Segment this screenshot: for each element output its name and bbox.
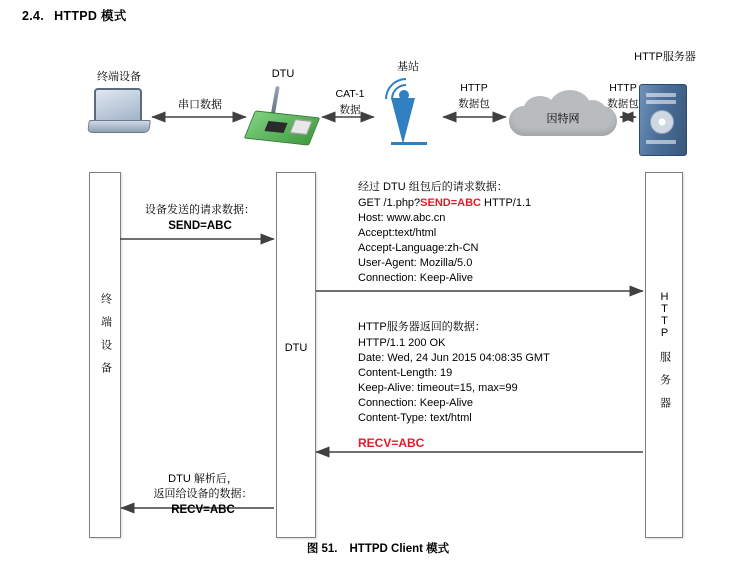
response-to-device-payload: RECV=ABC: [171, 504, 235, 516]
figure-title: HTTPD Client 模式: [349, 543, 450, 555]
response-header-content-length: Content-Length: 19: [358, 367, 453, 379]
lifeline-dtu: [276, 172, 316, 538]
response-header-content-type: Content-Type: text/html: [358, 412, 472, 424]
request-header-accept-language: Accept-Language:zh-CN: [358, 242, 479, 254]
request-from-device-payload: SEND=ABC: [168, 220, 232, 232]
tower-base-icon: [391, 142, 427, 145]
tower-mast-icon: [391, 98, 415, 144]
request-header-accept: Accept:text/html: [358, 227, 437, 239]
page-heading: [22, 6, 127, 24]
dtu-device-icon: [248, 100, 318, 144]
figure-number: 图 51.: [306, 543, 338, 555]
terminal-device-icon: [88, 88, 150, 136]
base-station-icon: [381, 82, 437, 148]
request-header-user-agent: User-Agent: Mozilla/5.0: [358, 257, 473, 269]
response-header-date: Date: Wed, 24 Jun 2015 04:08:35 GMT: [358, 352, 550, 364]
lifeline-http-server: [645, 172, 683, 538]
label-cat1-data-line2: 数据: [339, 104, 361, 116]
response-header-connection: Connection: Keep-Alive: [358, 397, 473, 409]
request-line1-pre: GET /1.php?: [358, 197, 421, 209]
laptop-base-icon: [87, 120, 151, 133]
label-internet: 因特网: [546, 113, 580, 125]
label-http-packet-right-line1: HTTP: [609, 82, 637, 94]
request-line1-payload: SEND=ABC: [420, 197, 481, 209]
request-line1-post: HTTP/1.1: [481, 197, 532, 209]
label-http-packet-left-line2: 数据包: [458, 98, 490, 110]
request-header-host: Host: www.abc.cn: [358, 212, 446, 224]
chip-icon: [264, 121, 287, 133]
lifeline-label-http-server: HTTP 服 务 器: [658, 291, 671, 408]
response-from-server-title: HTTP服务器返回的数据：: [358, 321, 486, 333]
heading-text: HTTPD 模式: [54, 9, 127, 23]
lifeline-label-terminal-device: 终 端 设 备: [99, 293, 112, 373]
server-slot-3-icon: [646, 140, 676, 144]
label-dtu: DTU: [271, 68, 295, 80]
label-http-packet-left-line1: HTTP: [460, 82, 488, 94]
label-serial-data: 串口数据: [178, 99, 222, 111]
label-http-server: HTTP服务器: [634, 51, 696, 63]
label-http-packet-right-line2: 数据包: [607, 98, 639, 110]
response-to-device-title-line1: DTU 解析后，: [168, 473, 238, 485]
request-from-device-title: 设备发送的请求数据：: [145, 204, 255, 216]
response-status-line: HTTP/1.1 200 OK: [358, 337, 446, 349]
figure-caption: [0, 540, 756, 556]
response-header-keep-alive: Keep-Alive: timeout=15, max=99: [358, 382, 518, 394]
response-payload: RECV=ABC: [358, 436, 425, 450]
lifeline-label-dtu: DTU: [284, 342, 308, 354]
label-terminal-device: 终端设备: [97, 71, 141, 83]
response-to-device-title-line2: 返回给设备的数据：: [153, 488, 253, 500]
request-after-dtu-line1: [358, 196, 531, 211]
laptop-screen-icon: [94, 88, 142, 124]
label-cat1-data-line1: CAT-1: [335, 88, 365, 100]
lifeline-terminal-device: [89, 172, 121, 538]
request-header-connection: Connection: Keep-Alive: [358, 272, 473, 284]
label-base-station: 基站: [397, 61, 419, 73]
request-after-dtu-title: 经过 DTU 组包后的请求数据：: [358, 181, 508, 193]
heading-number: 2.4.: [22, 9, 45, 23]
server-disc-icon: [650, 110, 674, 134]
